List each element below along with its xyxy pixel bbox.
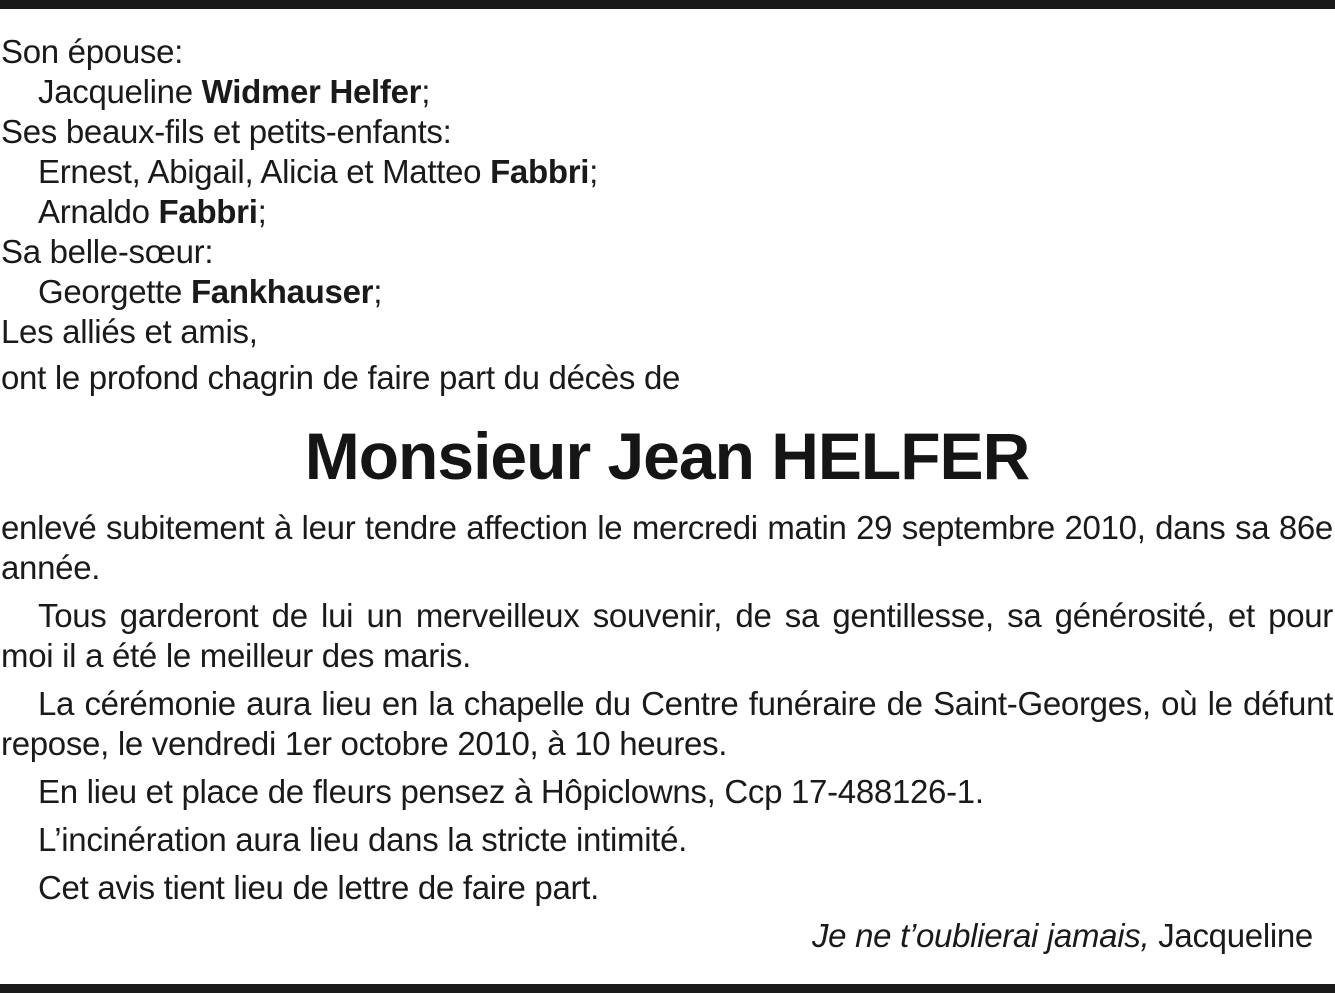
bottom-border-rule [0, 984, 1335, 993]
children-1-first-names: Ernest, Abigail, Alicia et Matteo [38, 153, 482, 190]
children-1-last-name: Fabbri [490, 153, 590, 190]
obituary-notice [1, 32, 1333, 989]
paragraph-ceremony: La cérémonie aura lieu en la chapelle du Centre funéraire de Saint-Georges, où le défunt repose, le vendredi 1er octobre 2010, à 10 heures. [1, 685, 1333, 762]
sister-first-name: Georgette [38, 273, 183, 310]
spouse-last-name: Widmer Helfer [201, 73, 422, 110]
children-entry-2 [1, 192, 1333, 232]
paragraph-passing: enlevé subitement à leur tendre affection le mercredi matin 29 septembre 2010, dans sa 86e année. [1, 509, 1333, 586]
signature-quote: Je ne t’oublierai jamais, [811, 917, 1150, 954]
children-entry-1 [1, 152, 1333, 192]
spouse-punct: ; [421, 73, 431, 110]
children-heading: Ses beaux-fils et petits-enfants: [1, 113, 452, 150]
sister-punct: ; [373, 273, 383, 310]
spouse-first-name: Jacqueline [38, 73, 193, 110]
paragraph-notice: Cet avis tient lieu de lettre de faire part. [38, 869, 599, 906]
paragraph-cremation: L’incinération aura lieu dans la stricte intimité. [38, 821, 688, 858]
paragraph-memory: Tous garderont de lui un merveilleux souvenir, de sa gentillesse, sa générosité, et pour moi il a été le meilleur des maris. [1, 597, 1333, 674]
children-1-punct: ; [589, 153, 598, 190]
signature-name: Jacqueline [1158, 917, 1313, 954]
paragraph-donation: En lieu et place de fleurs pensez à Hôpiclowns, Ccp 17-488126-1. [38, 773, 984, 810]
spouse-entry [1, 72, 1333, 112]
signature-line [1, 916, 1333, 956]
sister-in-law-heading: Sa belle-sœur: [1, 233, 214, 270]
allies-line: Les alliés et amis, [1, 313, 258, 350]
children-2-last-name: Fabbri [158, 193, 258, 230]
top-border-rule [0, 0, 1335, 9]
announcement-intro: ont le profond chagrin de faire part du décès de [1, 359, 681, 396]
sister-in-law-entry [1, 272, 1333, 312]
spouse-heading: Son épouse: [1, 33, 184, 70]
sister-last-name: Fankhauser [190, 273, 374, 310]
deceased-name-heading: Monsieur Jean HELFER [304, 419, 1030, 493]
children-2-punct: ; [257, 193, 267, 230]
children-2-first-name: Arnaldo [38, 193, 150, 230]
